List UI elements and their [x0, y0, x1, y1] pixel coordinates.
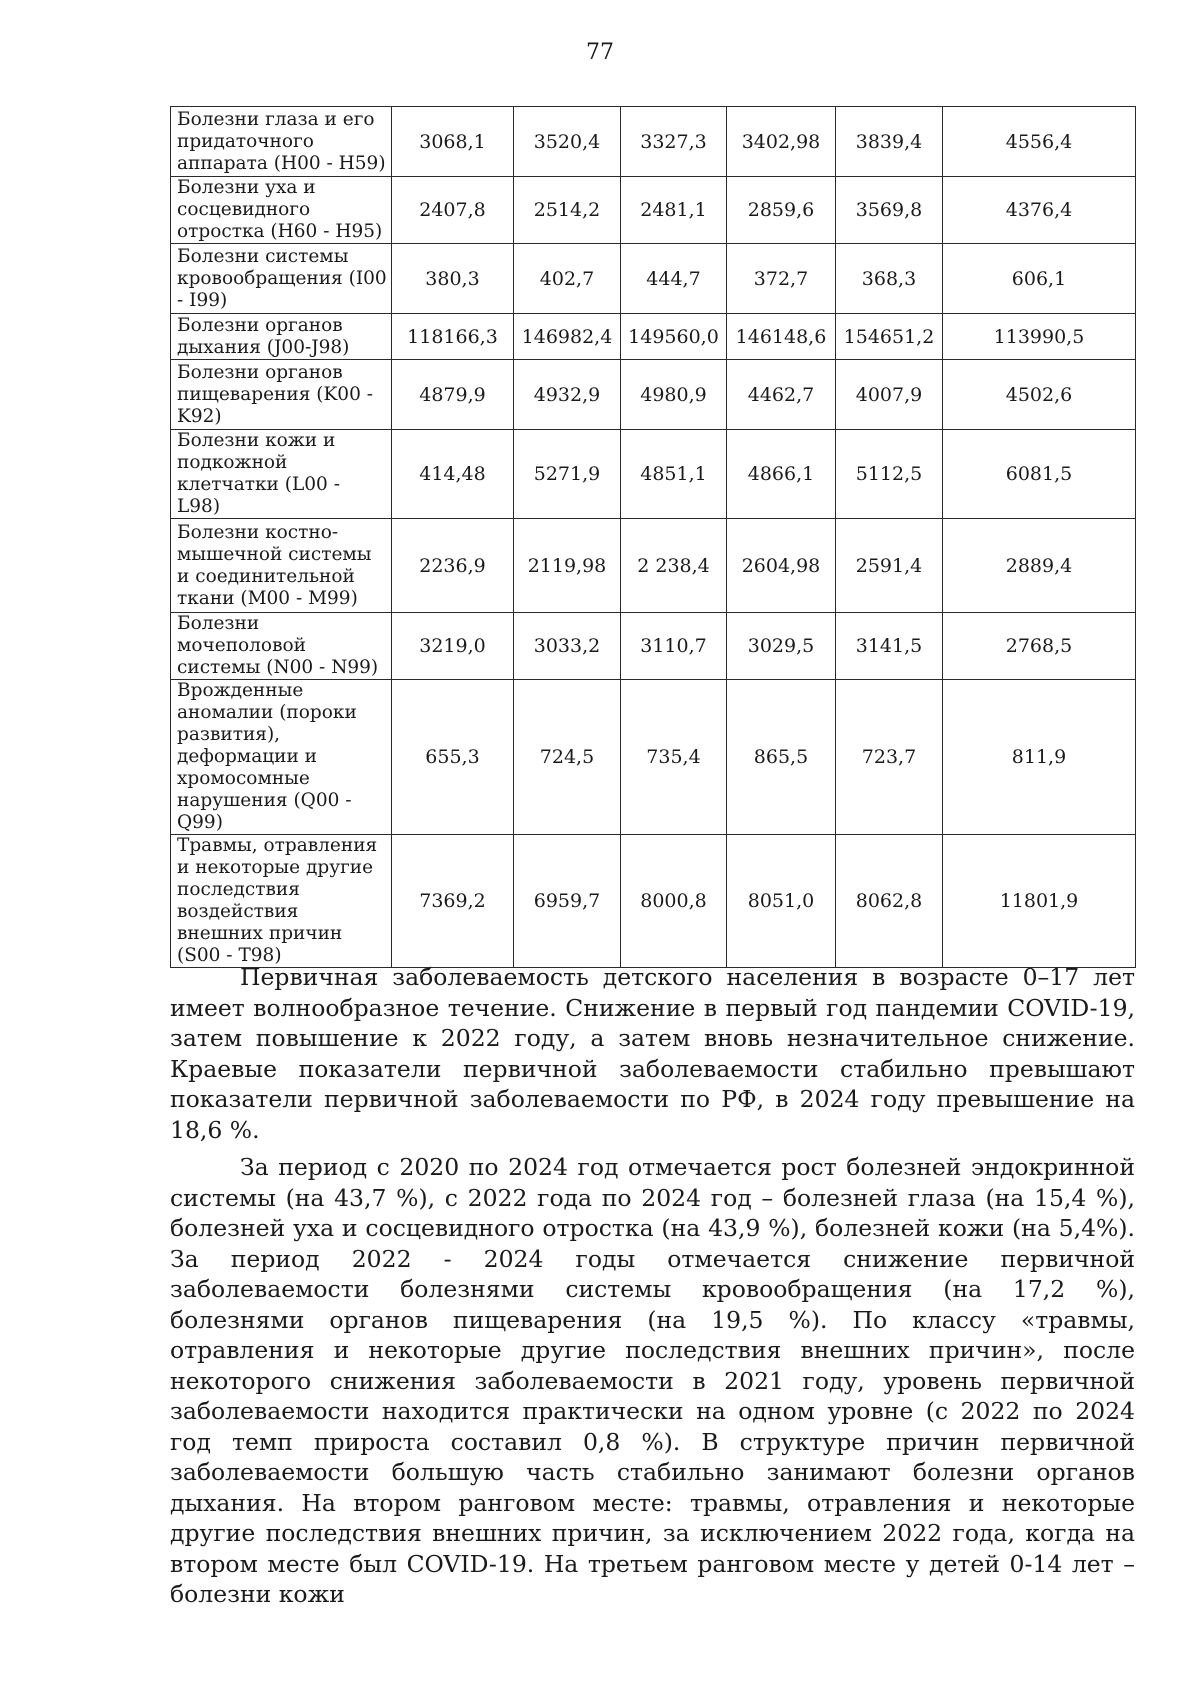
table-cell: 2591,4	[836, 519, 943, 613]
table-cell: 444,7	[621, 244, 727, 314]
table-cell: 2604,98	[727, 519, 836, 613]
row-label: Болезни костно-мышечной системы и соединительной ткани (M00 - M99)	[171, 519, 392, 613]
table-row	[171, 314, 1136, 360]
table-cell: 3033,2	[514, 613, 621, 680]
table-cell: 402,7	[514, 244, 621, 314]
table-cell: 380,3	[392, 244, 514, 314]
table-cell: 11801,9	[943, 835, 1136, 968]
table-row	[171, 244, 1136, 314]
table-cell: 4007,9	[836, 360, 943, 430]
row-label: Болезни кожи и подкожной клетчатки (L00 - L98)	[171, 430, 392, 519]
table-cell: 2481,1	[621, 177, 727, 244]
row-label: Болезни органов дыхания (J00-J98)	[171, 314, 392, 360]
table-cell: 3839,4	[836, 107, 943, 177]
table-row	[171, 835, 1136, 968]
table-row	[171, 177, 1136, 244]
table-cell: 6959,7	[514, 835, 621, 968]
table-row	[171, 430, 1136, 519]
paragraph: Первичная заболеваемость детского населения в возрасте 0–17 лет имеет волнообразное течение. Снижение в первый год пандемии COVID-19, затем повышение к 2022 году, а затем вновь незначительное снижение. Краевые показатели первичной заболеваемости стабильно превышают показатели первичной заболеваемости по РФ, в 2024 году превышение на 18,6 %.	[170, 963, 1135, 1144]
body-text	[170, 962, 1135, 1617]
table-body	[171, 107, 1136, 968]
table-cell: 146982,4	[514, 314, 621, 360]
table-cell: 2407,8	[392, 177, 514, 244]
table-cell: 4980,9	[621, 360, 727, 430]
table-cell: 6081,5	[943, 430, 1136, 519]
row-label: Болезни органов пищеварения (K00 - K92)	[171, 360, 392, 430]
table-cell: 724,5	[514, 680, 621, 835]
table-cell: 735,4	[621, 680, 727, 835]
table-cell: 4866,1	[727, 430, 836, 519]
table-cell: 7369,2	[392, 835, 514, 968]
row-label: Болезни мочеполовой системы (N00 - N99)	[171, 613, 392, 680]
table-cell: 4376,4	[943, 177, 1136, 244]
table-cell: 4502,6	[943, 360, 1136, 430]
table-cell: 2 238,4	[621, 519, 727, 613]
table-cell: 811,9	[943, 680, 1136, 835]
table-row	[171, 360, 1136, 430]
table-cell: 5112,5	[836, 430, 943, 519]
table-cell: 3569,8	[836, 177, 943, 244]
table-cell: 3520,4	[514, 107, 621, 177]
table-cell: 865,5	[727, 680, 836, 835]
table-cell: 3110,7	[621, 613, 727, 680]
table-cell: 2889,4	[943, 519, 1136, 613]
table-cell: 2859,6	[727, 177, 836, 244]
table-cell: 3068,1	[392, 107, 514, 177]
table-cell: 118166,3	[392, 314, 514, 360]
table-cell: 3141,5	[836, 613, 943, 680]
row-label: Врожденные аномалии (пороки развития), деформации и хромосомные нарушения (Q00 - Q99)	[171, 680, 392, 835]
row-label: Болезни системы кровообращения (I00 - I99)	[171, 244, 392, 314]
table-cell: 3402,98	[727, 107, 836, 177]
morbidity-table	[170, 106, 1136, 968]
paragraph: За период с 2020 по 2024 год отмечается рост болезней эндокринной системы (на 43,7 %), с 2022 года по 2024 год – болезней глаза (на 15,4 %), болезней уха и сосцевидного отростка (на 43,9 %), болезней кожи (на 5,4%). За период 2022 - 2024 годы отмечается снижение первичной заболеваемости болезнями системы кровообращения (на 17,2 %), болезнями органов пищеварения (на 19,5 %). По классу «травмы, отравления и некоторые другие последствия внешних причин», после некоторого снижения заболеваемости в 2021 году, уровень первичной заболеваемости находится практически на одном уровне (с 2022 по 2024 год темп прироста составил 0,8 %). В структуре причин первичной заболеваемости большую часть стабильно занимают болезни органов дыхания. На втором ранговом месте: травмы, отравления и некоторые другие последствия внешних причин, за исключением 2022 года, когда на втором месте был COVID-19. На третьем ранговом месте у детей 0-14 лет – болезни кожи	[170, 1153, 1135, 1608]
table-cell: 4932,9	[514, 360, 621, 430]
table-cell: 154651,2	[836, 314, 943, 360]
table-cell: 3029,5	[727, 613, 836, 680]
table-cell: 5271,9	[514, 430, 621, 519]
row-label: Травмы, отравления и некоторые другие последствия воздействия внешних причин (S00 - T98)	[171, 835, 392, 968]
table-row	[171, 519, 1136, 613]
table-cell: 3327,3	[621, 107, 727, 177]
table-cell: 4462,7	[727, 360, 836, 430]
table-cell: 368,3	[836, 244, 943, 314]
table-cell: 606,1	[943, 244, 1136, 314]
table-cell: 113990,5	[943, 314, 1136, 360]
table-cell: 146148,6	[727, 314, 836, 360]
table-cell: 723,7	[836, 680, 943, 835]
page-number: 77	[586, 40, 614, 65]
table-cell: 414,48	[392, 430, 514, 519]
table-cell: 4556,4	[943, 107, 1136, 177]
table-cell: 4879,9	[392, 360, 514, 430]
table-cell: 8051,0	[727, 835, 836, 968]
row-label: Болезни уха и сосцевидного отростка (H60 - H95)	[171, 177, 392, 244]
table-cell: 372,7	[727, 244, 836, 314]
table-cell: 149560,0	[621, 314, 727, 360]
table-cell: 2119,98	[514, 519, 621, 613]
table-cell: 3219,0	[392, 613, 514, 680]
table-row	[171, 107, 1136, 177]
table-cell: 655,3	[392, 680, 514, 835]
table-row	[171, 680, 1136, 835]
table-cell: 8000,8	[621, 835, 727, 968]
table-cell: 2768,5	[943, 613, 1136, 680]
table-cell: 2236,9	[392, 519, 514, 613]
table-cell: 4851,1	[621, 430, 727, 519]
row-label: Болезни глаза и его придаточного аппарата (H00 - H59)	[171, 107, 392, 177]
table-row	[171, 613, 1136, 680]
table-cell: 8062,8	[836, 835, 943, 968]
table-cell: 2514,2	[514, 177, 621, 244]
